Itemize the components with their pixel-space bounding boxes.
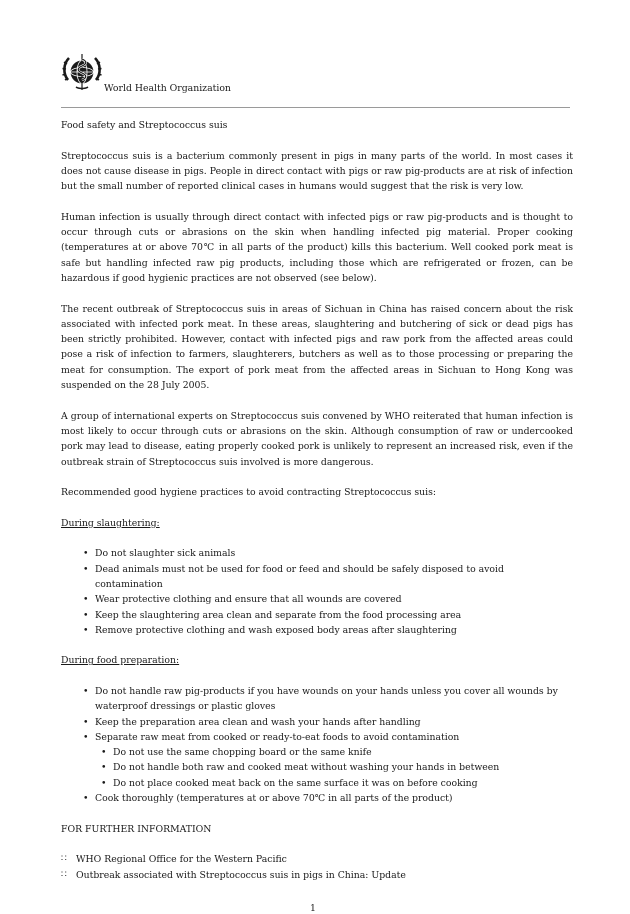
- list-item: [61, 608, 573, 623]
- bullet-icon: •: [83, 793, 89, 805]
- link-text[interactable]: Outbreak associated with Streptococcus suis in pigs in China: Update: [76, 869, 406, 881]
- link-marker-icon: ∷: [61, 869, 67, 880]
- list-item-text: Do not use the same chopping board or the same knife: [113, 747, 372, 759]
- list-item: [61, 684, 573, 715]
- bullet-icon: •: [83, 609, 89, 621]
- further-info-heading: FOR FURTHER INFORMATION: [61, 823, 212, 835]
- bullet-icon: •: [83, 594, 89, 606]
- organization-name: World Health Organization: [104, 83, 231, 94]
- document-body: [61, 118, 573, 883]
- bullet-icon: •: [83, 731, 89, 743]
- further-info-link[interactable]: [61, 852, 573, 867]
- list-item: [61, 730, 573, 745]
- bullet-icon: •: [101, 747, 107, 759]
- list-item: [61, 592, 573, 607]
- list-item-text: Wear protective clothing and ensure that all wounds are covered: [95, 594, 402, 606]
- further-info-link[interactable]: [61, 868, 573, 883]
- list-item: [61, 715, 573, 730]
- page-number: 1: [310, 903, 316, 914]
- who-emblem-icon: [60, 50, 104, 94]
- list-item: [61, 791, 573, 806]
- bullet-icon: •: [101, 777, 107, 789]
- outbreak-paragraph: The recent outbreak of Streptococcus suis in areas of Sichuan in China has raised concern about the risk associated with infected pork meat. In these areas, slaughtering and butchering of sick or dead pigs has been strictly prohibited. However, contact with infected pigs and raw pork from the affected areas could pose a risk of infection to farmers, slaughterers, butchers as well as to those processing or preparing the meat for consumption. The export of pork meat from the affected areas in Sichuan to Hong Kong was suspended on the 28 July 2005.: [61, 303, 573, 392]
- list-item-text: Keep the slaughtering area clean and separate from the food processing area: [95, 609, 462, 621]
- experts-paragraph: A group of international experts on Streptococcus suis convened by WHO reiterated that human infection is most likely to occur through cuts or abrasions on the skin. Although consumption of raw or undercooked pork may lead to disease, eating properly cooked pork is unlikely to represent an increased risk, even if the outbreak strain of Streptococcus suis involved is more dangerous.: [61, 410, 573, 468]
- bullet-icon: •: [83, 685, 89, 697]
- list-item-text: Do not slaughter sick animals: [95, 548, 236, 560]
- transmission-paragraph: Human infection is usually through direct contact with infected pigs or raw pig-products and is thought to occur through cuts or abrasions on the skin when handling infected pig material. Proper cooking (temperatures at or above 70℃ in all parts of the product) kills this bacterium. Well cooked pork meat is safe but handling infected raw pig products, including those which are refrigerated or frozen, can be hazardous if good hygienic practices are not observed (see below).: [61, 211, 573, 284]
- header-divider: [61, 107, 570, 108]
- bullet-icon: •: [83, 716, 89, 728]
- preparation-heading: During food preparation:: [61, 655, 180, 667]
- bullet-icon: •: [101, 762, 107, 774]
- list-item-text: Keep the preparation area clean and wash your hands after handling: [95, 716, 421, 728]
- page-header: [60, 50, 572, 110]
- list-item-text: Do not handle raw pig-products if you have wounds on your hands unless you cover all wounds by waterproof dressings or plastic gloves: [95, 685, 558, 713]
- sub-list-container: [61, 745, 573, 791]
- list-item-text: Do not handle both raw and cooked meat without washing your hands in between: [113, 762, 500, 774]
- link-text[interactable]: WHO Regional Office for the Western Pacific: [76, 854, 287, 866]
- list-item-text: Cook thoroughly (temperatures at or above 70℃ in all parts of the product): [95, 793, 453, 805]
- list-item-text: Dead animals must not be used for food or feed and should be safely disposed to avoid contamination: [95, 563, 504, 590]
- intro-paragraph: Streptococcus suis is a bacterium commonly present in pigs in many parts of the world. In most cases it does not cause disease in pigs. People in direct contact with pigs or raw pig-products are at risk of infection but the small number of reported clinical cases in humans would suggest that the risk is very low.: [61, 150, 573, 193]
- sub-list-item: [61, 760, 573, 775]
- document-title: Food safety and Streptococcus suis: [61, 120, 228, 131]
- list-item: [61, 562, 573, 593]
- sub-list-item: [61, 776, 573, 791]
- recommendations-intro: Recommended good hygiene practices to avoid contracting Streptococcus suis:: [61, 487, 437, 499]
- list-item-text: Do not place cooked meat back on the same surface it was on before cooking: [113, 777, 478, 789]
- slaughtering-heading: During slaughtering:: [61, 517, 160, 529]
- slaughtering-list: [61, 546, 573, 638]
- separation-sub-list: [61, 745, 573, 791]
- bullet-icon: •: [83, 563, 89, 575]
- preparation-list: [61, 684, 573, 806]
- sub-list-item: [61, 745, 573, 760]
- list-item: [61, 623, 573, 638]
- list-item-text: Remove protective clothing and wash exposed body areas after slaughtering: [95, 624, 457, 636]
- list-item-text: Separate raw meat from cooked or ready-to-eat foods to avoid contamination: [95, 731, 460, 743]
- link-marker-icon: ∷: [61, 854, 67, 865]
- list-item: [61, 546, 573, 561]
- bullet-icon: •: [83, 548, 89, 560]
- bullet-icon: •: [83, 624, 89, 636]
- further-info-links: [61, 852, 573, 883]
